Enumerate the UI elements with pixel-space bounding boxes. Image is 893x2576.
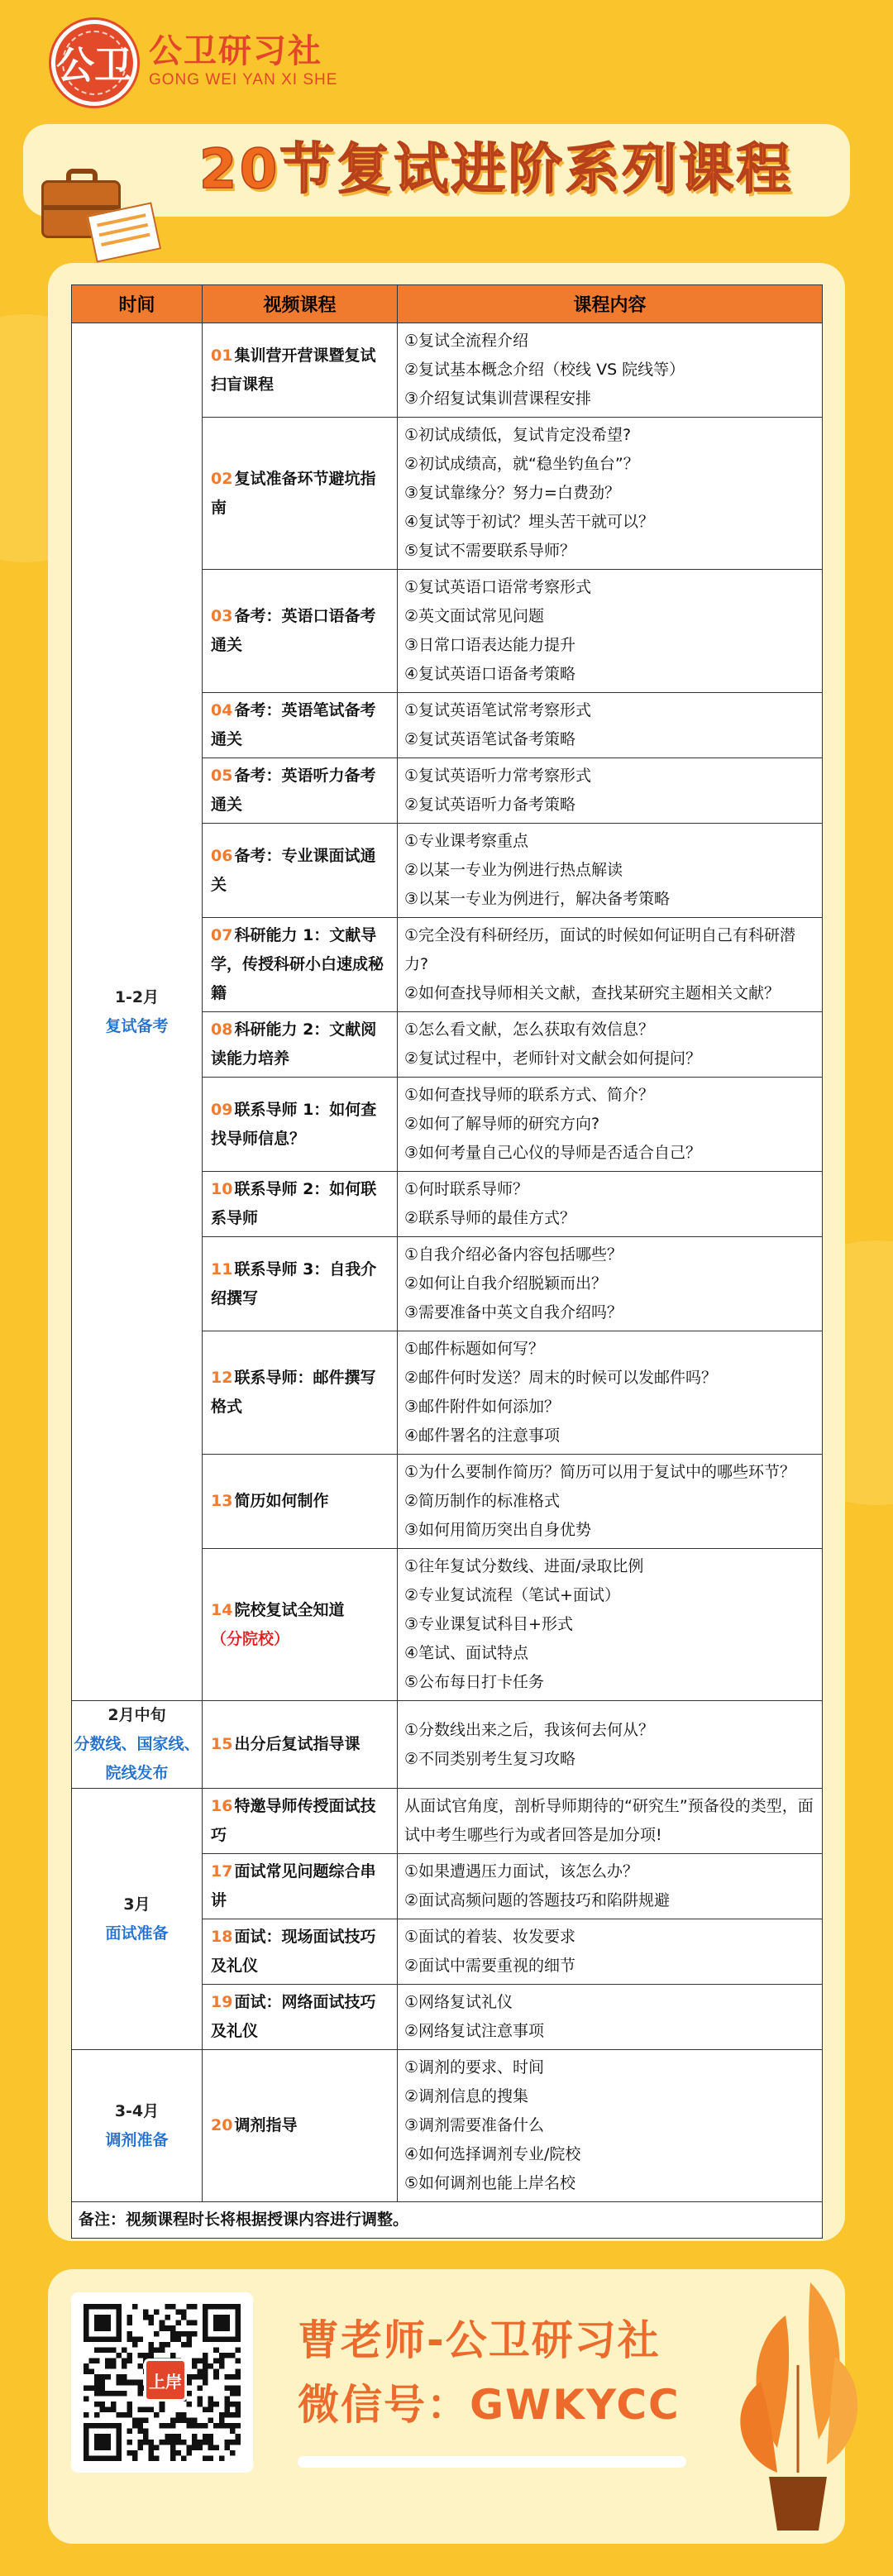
course-cell [203,1789,398,1854]
course-title: 集训营开营课暨复试扫盲课程 [211,346,376,394]
briefcase-icon [41,165,149,256]
course-title: 备考：专业课面试通关 [211,846,376,894]
course-number: 11 [211,1259,233,1278]
course-title: 出分后复试指导课 [234,1735,361,1753]
content-item: ②以某一专业为例进行热点解读 [404,861,623,879]
course-cell [203,1854,398,1919]
content-item: ③需要准备中英文自我介绍吗？ [404,1303,623,1321]
course-cell [203,693,398,758]
content-item: ②复试基本概念介绍（校线 VS 院线等） [404,361,685,379]
page-title: 20节复试进阶系列课程 [198,137,794,201]
course-cell [203,1919,398,1985]
content-item: ①邮件标题如何写？ [404,1340,545,1358]
course-number: 20 [211,2116,233,2134]
course-cell [203,824,398,918]
time-cell [72,2050,203,2202]
wechat-id: 微信号：GWKYCC [298,2381,680,2429]
course-title: 备考：英语口语备考通关 [211,607,376,654]
course-title-note: （分院校） [211,1629,290,1648]
content-cell [398,1078,823,1172]
content-cell [398,1854,823,1919]
content-item: ④复试等于初试？埋头苦干就可以？ [404,513,655,531]
plant-decoration [728,2266,868,2539]
course-title: 特邀导师传授面试技巧 [211,1797,376,1844]
content-item: ①何时联系导师？ [404,1180,529,1198]
footer-divider [298,2456,686,2468]
course-number: 07 [211,926,233,944]
content-item: ③邮件附件如何添加？ [404,1398,561,1416]
course-title: 备考：英语笔试备考通关 [211,701,376,748]
table-note-row [72,2202,823,2239]
content-item: ④邮件署名的注意事项 [404,1427,561,1445]
content-item: ②专业复试流程（笔试+面试） [404,1586,620,1604]
course-cell [203,1549,398,1701]
content-cell [398,1701,823,1789]
content-item: ①初试成绩低，复试肯定没希望? [404,426,632,444]
time-phase: 分数线、国家线、院线发布 [74,1735,200,1782]
course-cell [203,1012,398,1078]
time-phase: 调剂准备 [105,2130,169,2149]
content-item: ⑤公布每日打卡任务 [404,1673,545,1691]
time-phase: 面试准备 [105,1924,169,1943]
header-course: 视频课程 [203,285,398,323]
content-cell [398,1331,823,1455]
content-item: ④如何选择调剂专业/院校 [404,2145,581,2163]
content-item: ②初试成绩高，就“稳坐钓鱼台”？ [404,455,639,473]
course-title: 备考：英语听力备考通关 [211,767,376,814]
content-item: ①复试英语口语常考察形式 [404,578,592,596]
time-period: 3-4月 [114,2101,160,2120]
content-item: ⑤复试不需要联系导师？ [404,542,576,560]
content-item: ①复试英语听力常考察形式 [404,767,592,785]
content-item: ①如果遭遇压力面试，该怎么办？ [404,1862,639,1881]
content-cell [398,2050,823,2202]
course-cell [203,1331,398,1455]
time-cell [72,1701,203,1789]
content-item: ①自我介绍必备内容包括哪些？ [404,1245,623,1264]
content-cell [398,323,823,418]
course-cell [203,323,398,418]
course-number: 15 [211,1735,233,1753]
course-cell [203,570,398,693]
content-item: ②复试英语听力备考策略 [404,796,576,814]
content-item: ①专业课考察重点 [404,832,529,850]
course-number: 18 [211,1928,233,1946]
content-item: ①往年复试分数线、进面/录取比例 [404,1557,644,1575]
content-item: ①完全没有科研经历，面试的时候如何证明自己有科研潜力? [404,926,796,973]
content-item: ①复试英语笔试常考察形式 [404,701,592,719]
content-item: ⑤如何调剂也能上岸名校 [404,2174,576,2192]
course-title: 调剂指导 [234,2116,298,2134]
course-number: 08 [211,1020,233,1039]
content-cell [398,918,823,1012]
content-cell [398,570,823,693]
content-cell [398,1985,823,2050]
table-row [72,1789,823,1854]
content-cell [398,693,823,758]
content-item: ③日常口语表达能力提升 [404,636,576,654]
course-number: 19 [211,1993,233,2011]
content-item: 从面试官角度，剖析导师期待的“研究生”预备役的类型，面试中考生哪些行为或者回答是加分项! [404,1797,814,1844]
course-cell [203,2050,398,2202]
content-cell [398,1549,823,1701]
course-number: 02 [211,469,233,488]
content-item: ①为什么要制作简历？简历可以用于复试中的哪些环节？ [404,1463,796,1481]
content-cell [398,1237,823,1331]
content-item: ②网络复试注意事项 [404,2022,545,2040]
course-cell [203,758,398,824]
content-item: ③如何用简历突出自身优势 [404,1521,592,1539]
content-item: ②面试高频问题的答题技巧和陷阱规避 [404,1891,671,1909]
course-number: 14 [211,1600,233,1619]
course-number: 01 [211,346,233,365]
course-cell [203,418,398,570]
content-item: ③专业课复试科目+形式 [404,1615,573,1633]
content-item: ③介绍复试集训营课程安排 [404,390,592,408]
header-content: 课程内容 [398,285,823,323]
content-item: ②邮件何时发送？周末的时候可以发邮件吗？ [404,1369,718,1387]
table-body [72,323,823,2202]
course-cell [203,1237,398,1331]
course-number: 04 [211,701,233,719]
course-number: 06 [211,846,233,865]
course-cell [203,1701,398,1789]
table-row [72,1701,823,1789]
content-cell [398,1789,823,1854]
logo-emblem [51,20,137,106]
course-number: 17 [211,1862,233,1881]
table-header-row [72,285,823,323]
table-row [72,323,823,418]
content-cell [398,758,823,824]
course-title: 院校复试全知道 [234,1600,345,1619]
content-item: ②英文面试常见问题 [404,607,545,625]
course-number: 16 [211,1797,233,1815]
content-item: ③以某一专业为例进行，解决备考策略 [404,890,671,908]
content-item: ③复试靠缘分？努力=白费劲？ [404,484,620,502]
content-item: ①怎么看文献，怎么获取有效信息？ [404,1020,655,1039]
content-item: ①面试的着装、妆发要求 [404,1928,576,1946]
content-cell [398,1919,823,1985]
content-item: ②如何了解导师的研究方向? [404,1115,600,1133]
content-item: ②如何让自我介绍脱颖而出？ [404,1274,608,1293]
course-title: 联系导师：邮件撰写格式 [211,1369,376,1416]
contact-name: 曹老师-公卫研习社 [298,2316,661,2364]
course-title: 面试常见问题综合串讲 [211,1862,376,1909]
time-phase: 复试备考 [105,1016,169,1035]
content-item: ②面试中需要重视的细节 [404,1957,576,1975]
course-number: 13 [211,1492,233,1510]
header-time: 时间 [72,285,203,323]
course-title: 复试准备环节避坑指南 [211,469,376,517]
brand-name: 公卫研习社 [149,32,322,70]
course-cell [203,1172,398,1237]
content-item: ②复试英语笔试备考策略 [404,730,576,748]
content-item: ①分数线出来之后，我该何去何从？ [404,1720,655,1739]
time-period: 3月 [123,1895,150,1914]
course-cell [203,918,398,1012]
course-number: 10 [211,1180,233,1198]
content-item: ③如何考量自己心仪的导师是否适合自己？ [404,1144,702,1162]
course-title: 联系导师 2：如何联系导师 [211,1180,377,1227]
course-cell [203,1078,398,1172]
course-cell [203,1985,398,2050]
course-number: 09 [211,1100,233,1119]
content-item: ①调剂的要求、时间 [404,2058,545,2077]
content-cell [398,1455,823,1549]
content-item: ②如何查找导师相关文献，查找某研究主题相关文献？ [404,984,781,1002]
course-title: 联系导师 3：自我介绍撰写 [211,1259,377,1307]
content-item: ②联系导师的最佳方式？ [404,1209,576,1227]
content-item: ②调剂信息的搜集 [404,2087,529,2105]
time-cell [72,323,203,1701]
table-row [72,2050,823,2202]
course-title: 面试：网络面试技巧及礼仪 [211,1993,376,2040]
course-title: 科研能力 1：文献导学，传授科研小白速成秘籍 [211,926,384,1002]
course-title: 科研能力 2：文献阅读能力培养 [211,1020,377,1068]
course-number: 05 [211,767,233,785]
content-item: ②不同类别考生复习攻略 [404,1749,576,1768]
content-item: ①复试全流程介绍 [404,332,529,350]
content-item: ①网络复试礼仪 [404,1993,513,2011]
content-item: ②简历制作的标准格式 [404,1492,561,1510]
course-cell [203,1455,398,1549]
time-period: 1-2月 [114,987,160,1006]
content-item: ④复试英语口语备考策略 [404,665,576,683]
content-item: ②复试过程中，老师针对文献会如何提问？ [404,1049,702,1068]
content-cell [398,1012,823,1078]
content-cell [398,418,823,570]
course-title: 简历如何制作 [234,1492,329,1510]
brand-pinyin: GONG WEI YAN XI SHE [149,71,338,88]
content-cell [398,824,823,918]
course-number: 12 [211,1369,233,1387]
content-item: ④笔试、面试特点 [404,1644,529,1662]
qr-badge: 上岸 [144,2359,187,2402]
course-number: 03 [211,607,233,625]
table-note: 备注：视频课程时长将根据授课内容进行调整。 [72,2202,823,2239]
content-item: ①如何查找导师的联系方式、简介？ [404,1086,655,1104]
logo-glyph: 公卫 [56,43,132,88]
course-table [71,284,823,2239]
time-cell [72,1789,203,2050]
course-title: 面试：现场面试技巧及礼仪 [211,1928,376,1975]
time-period: 2月中旬 [107,1706,166,1724]
content-cell [398,1172,823,1237]
content-item: ③调剂需要准备什么 [404,2116,545,2134]
course-title: 联系导师 1：如何查找导师信息？ [211,1100,377,1148]
